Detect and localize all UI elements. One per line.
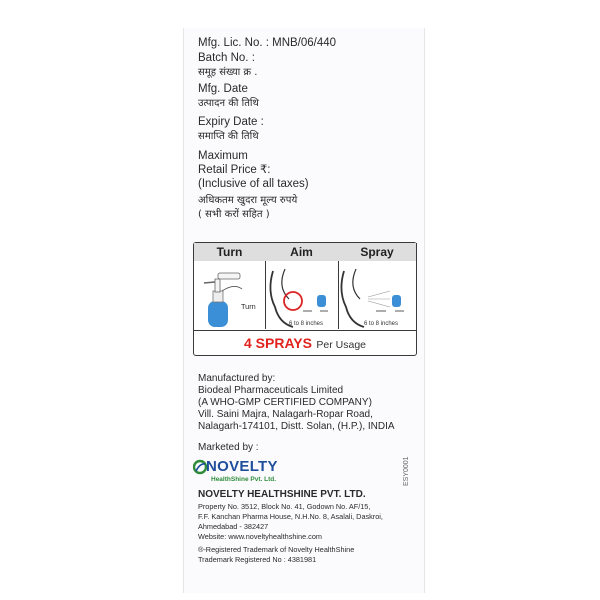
trademark-line-1: ®-Registered Trademark of Novelty HealthShine (198, 545, 355, 554)
step-aim (265, 243, 339, 329)
product-code: ESY0001 (403, 456, 410, 486)
mfg-date-label-hindi: उत्पादन की तिथि (198, 98, 259, 109)
aim-illustration-icon (265, 261, 338, 329)
mrp-line-1: Maximum (198, 150, 248, 162)
mfg-lic-text: Mfg. Lic. No. : MNB/06/440 (198, 37, 337, 49)
step-turn-title: Turn (216, 245, 243, 259)
marketer-address-1: Property No. 3512, Block No. 41, Godown No. AF/15, (198, 502, 371, 511)
novelty-logo-icon (193, 459, 207, 475)
manufacturer-cert: (A WHO-GMP CERTIFIED COMPANY) (198, 397, 372, 408)
aim-distance: 6 to 8 inches (289, 321, 324, 327)
per-usage: Per Usage (316, 339, 367, 351)
novelty-logo-text: NOVELTY (206, 458, 278, 475)
expiry-label: Expiry Date : (198, 116, 264, 128)
batch-label-hindi: समूह संख्या क्र . (198, 67, 258, 78)
marketed-by-heading: Marketed by : (198, 442, 259, 453)
step-turn (194, 243, 266, 329)
novelty-logo-subtitle: HealthShine Pvt. Ltd. (211, 476, 277, 483)
spray-count-row (194, 330, 416, 355)
mrp-hindi-1: अधिकतम खुदरा मूल्य रुपये (198, 195, 298, 206)
turn-hint: Turn (241, 302, 256, 311)
step-aim-title: Aim (290, 245, 313, 259)
expiry-label-hindi: समाप्ति की तिथि (198, 131, 259, 142)
manufacturer-name: Biodeal Pharmaceuticals Limited (198, 385, 344, 396)
manufactured-by-heading: Manufactured by: (198, 373, 276, 384)
marketer-address-3: Ahmedabad - 382427 (198, 522, 269, 531)
step-spray (338, 243, 417, 329)
spray-count: 4 SPRAYS (243, 335, 312, 351)
marketer-website: Website: www.noveltyhealthshine.com (198, 532, 322, 541)
step-spray-title: Spray (360, 245, 394, 259)
mrp-hindi-2: ( सभी करों सहित ) (198, 209, 270, 220)
mrp-line-2: Retail Price ₹: (198, 164, 271, 176)
manufacturer-address-2: Nalagarh-174101, Distt. Solan, (H.P.), INDIA (198, 421, 395, 432)
manufacturer-address-1: Vill. Saini Majra, Nalagarh-Ropar Road, (198, 409, 373, 420)
mfg-date-label: Mfg. Date (198, 83, 248, 95)
spray-distance: 6 to 8 inches (364, 321, 399, 327)
marketer-name: NOVELTY HEALTHSHINE PVT. LTD. (198, 489, 366, 500)
spray-illustration-icon (338, 261, 416, 329)
mrp-line-3: (Inclusive of all taxes) (198, 178, 309, 190)
usage-instructions (193, 242, 417, 356)
trademark-line-2: Trademark Registered No : 4381981 (198, 555, 317, 564)
spray-bottle-icon (194, 261, 265, 329)
batch-label: Batch No. : (198, 52, 255, 64)
marketer-address-2: F.F. Kanchan Pharma House, N.H.No. 8, Asalali, Daskroi, (198, 512, 383, 521)
